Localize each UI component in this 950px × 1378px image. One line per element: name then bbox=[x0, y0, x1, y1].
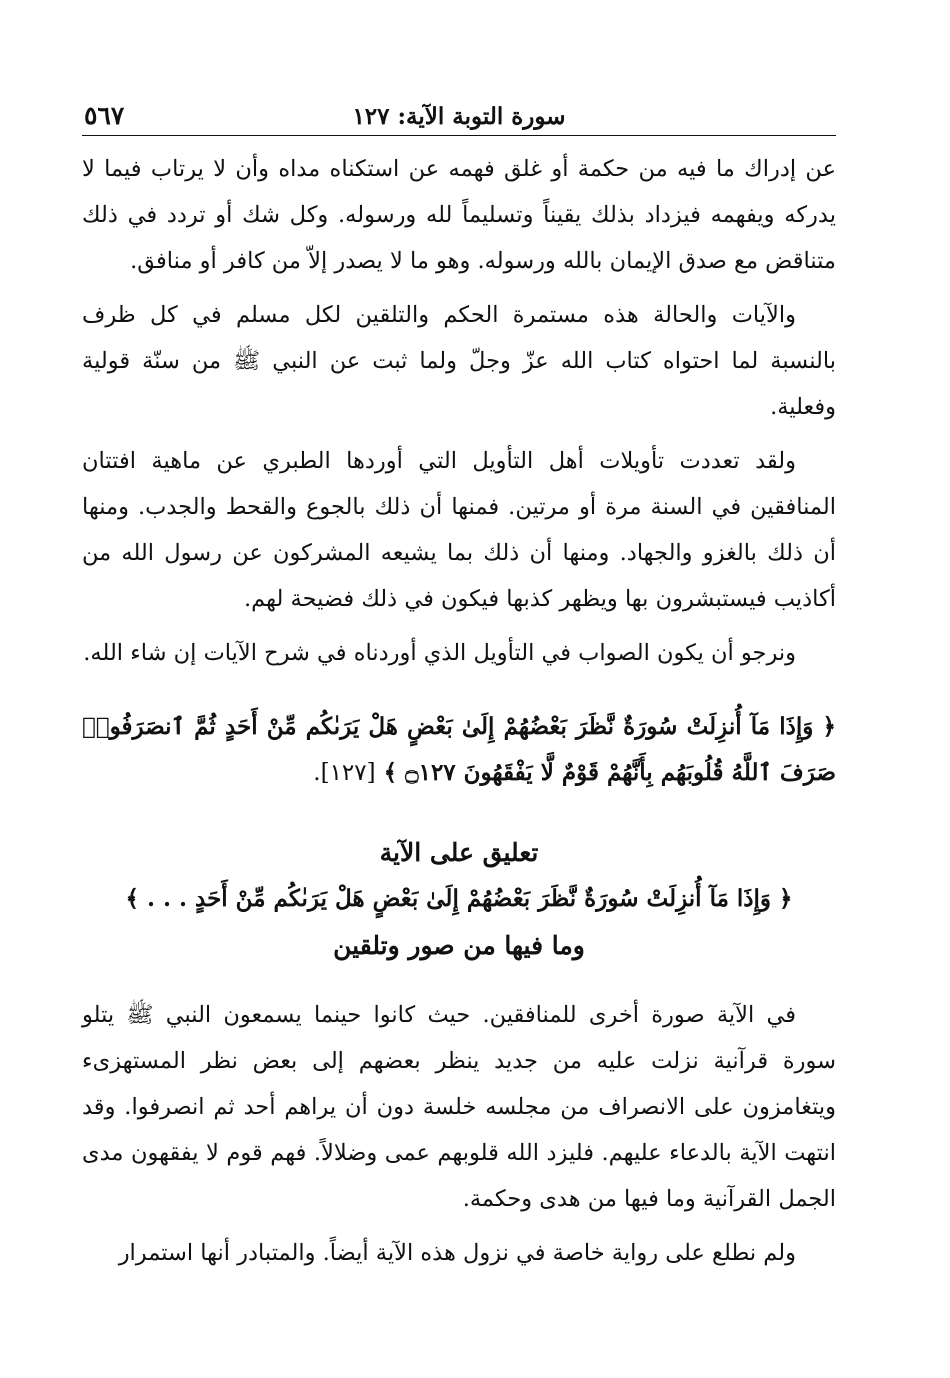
section-title: تعليق على الآية bbox=[379, 838, 539, 867]
paragraph: والآيات والحالة هذه مستمرة الحكم والتلقين لكل مسلم في كل ظرف بالنسبة لما احتواه كتاب الله عزّ وجلّ ولما ثبت عن النبي ﷺ من سنّة قولية وفعلية. bbox=[82, 302, 836, 420]
running-title: سورة التوبة الآية: ١٢٧ bbox=[352, 103, 566, 130]
paragraph: في الآية صورة أخرى للمنافقين. حيث كانوا حينما يسمعون النبي ﷺ يتلو سورة قرآنية نزلت عليه من جديد ينظر بعضهم إلى بعض نظر المستهزىء ويتغامزون على الانصراف من مجلسه خلسة دون أن يراهم أحد ثم انصرفوا. وقد انتهت الآية بالدعاء عليهم. فليزد الله قلوبهم عمى وضلالاً. فهم قوم لا يفقهون مدى الجمل القرآنية وما فيها من هدى وحكمة. bbox=[82, 1002, 836, 1212]
section-verse-excerpt: ﴿ وَإِذَا مَآ أُنزِلَتْ سُورَةٌ نَّظَرَ بَعْضُهُمْ إِلَىٰ بَعْضٍ هَلْ يَرَىٰكُم مِّنْ أَحَدٍ . . . ﴾ bbox=[125, 885, 793, 912]
paragraph-continuation: عن إدراك ما فيه من حكمة أو غلق فهمه عن استكناه مداه وأن لا يرتاب فيما لا يدركه ويفهمه فيزداد بذلك يقيناً وتسليماً لله ورسوله. وكل شك أو تردد في ذلك متناقض مع صدق الإيمان بالله ورسوله. وهو ما لا يصدر إلاّ من كافر أو منافق. bbox=[82, 156, 836, 274]
section-subtitle: وما فيها من صور وتلقين bbox=[333, 931, 585, 960]
page-header bbox=[82, 95, 836, 136]
verse-reference: [١٢٧]. bbox=[313, 760, 376, 786]
paragraph: ونرجو أن يكون الصواب في التأويل الذي أوردناه في شرح الآيات إن شاء الله. bbox=[83, 640, 796, 666]
book-page bbox=[82, 95, 836, 1284]
page-body bbox=[82, 146, 836, 1276]
quran-verse bbox=[82, 704, 836, 796]
page-number: ٥٦٧ bbox=[84, 101, 125, 130]
paragraph: ولقد تعددت تأويلات أهل التأويل التي أوردها الطبري عن ماهية افتتان المنافقين في السنة مرة أو مرتين. فمنها أن ذلك بالجوع والقحط والجدب. ومنها أن ذلك بالغزو والجهاد. ومنها أن ذلك بما يشيعه المشركون عن رسول الله من أكاذيب فيستبشرون بها ويظهر كذبها فيكون في ذلك فضيحة لهم. bbox=[82, 448, 836, 612]
paragraph: ولم نطلع على رواية خاصة في نزول هذه الآية أيضاً. والمتبادر أنها استمرار bbox=[118, 1240, 796, 1266]
verse-text: ﴿ وَإِذَا مَآ أُنزِلَتْ سُورَةٌ نَّظَرَ بَعْضُهُمْ إِلَىٰ بَعْضٍ هَلْ يَرَىٰكُم مِّنْ أَحَدٍ ثُمَّ ٱنصَرَفُوا۟ صَرَفَ ٱللَّهُ قُلُوبَهُم بِأَنَّهُمْ قَوْمٌ لَّا يَفْقَهُونَ ۝١٢٧ ﴾ bbox=[82, 713, 836, 786]
